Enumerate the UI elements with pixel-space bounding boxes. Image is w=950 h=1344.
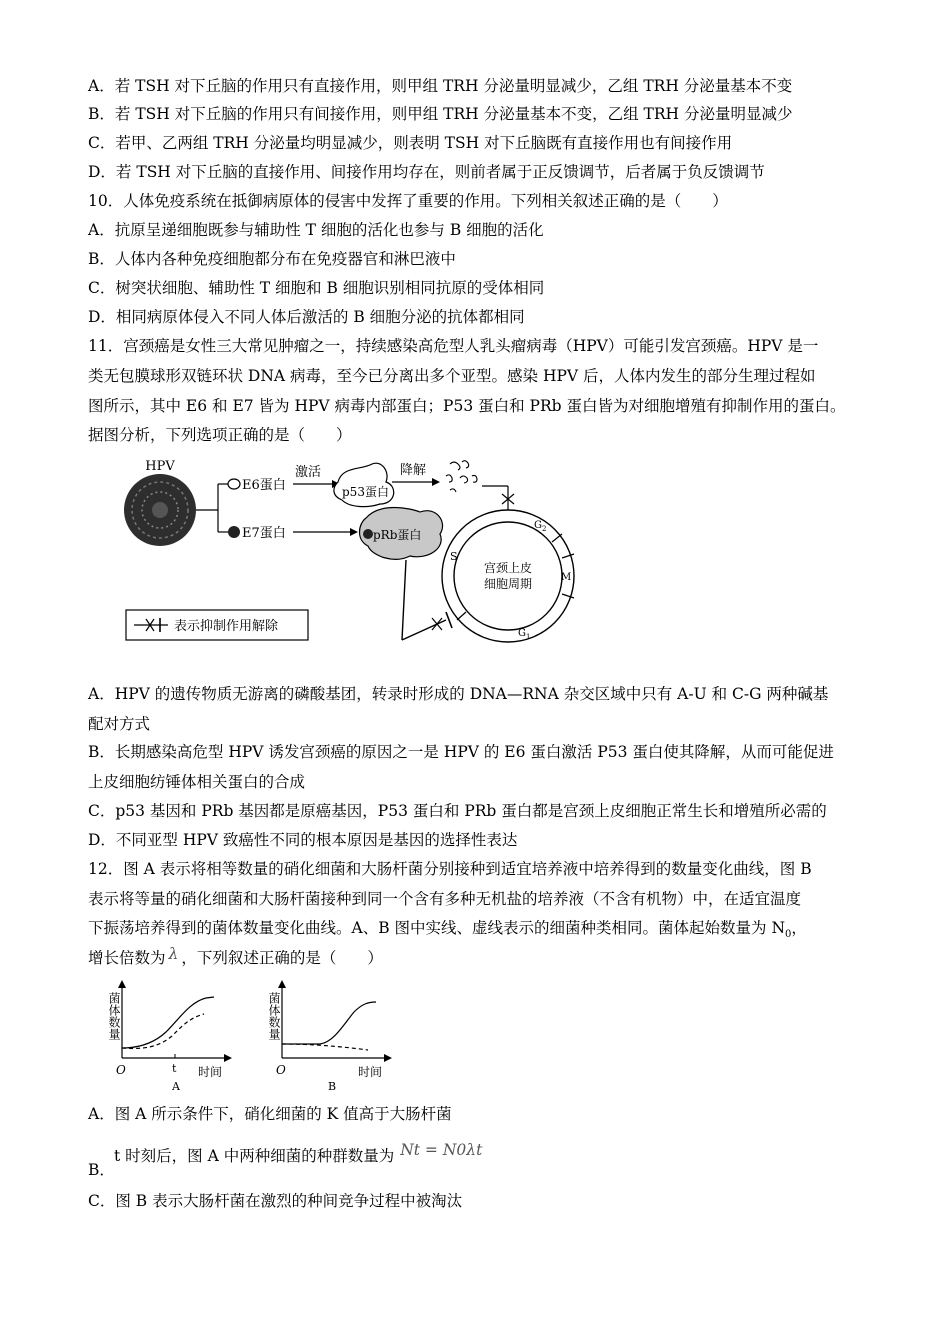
q12-stem-line-1: 12．图 A 表示将相等数量的硝化细菌和大肠杆菌分别接种到适宜培养液中培养得到的数量变化曲线，图 B [88,860,812,878]
e6-protein-icon [228,479,240,489]
graph-a [98,978,248,1096]
q11-option-c: C．p53 基因和 PRb 基因都是原癌基因，P53 蛋白和 PRb 蛋白都是宫颈上皮细胞正常生长和增殖所必需的 [88,802,827,820]
q10-option-b: B．人体内各种免疫细胞都分布在免疫器官和淋巴液中 [88,250,456,268]
phase-g1-label: $G_1$ [518,628,531,641]
graph-a-xlabel: 时间 [198,1065,223,1079]
q11-stem-line-1: 11．宫颈癌是女性三大常见肿瘤之一，持续感染高危型人乳头瘤病毒（HPV）可能引发宫颈癌。HPV 是一 [88,337,819,355]
graph-a-ylabel: 菌体数量 [107,992,121,1040]
cell-cycle-ring [442,510,574,642]
graph-a-name: A [172,1080,180,1093]
q10-option-a: A．抗原呈递细胞既参与辅助性 T 细胞的活化也参与 B 细胞的活化 [88,221,544,239]
graph-a-solid-curve [122,997,214,1048]
q10-stem: 10．人体免疫系统在抵御病原体的侵害中发挥了重要的作用。下列相关叙述正确的是（ ） [88,192,728,210]
graph-b-solid-curve [282,1002,376,1044]
prb-label: pRb蛋白 [373,528,422,542]
q11-option-b-line-2: 上皮细胞纺锤体相关蛋白的合成 [88,773,306,791]
degrade-label: 降解 [400,463,427,478]
q11-stem-line-3: 图所示，其中 E6 和 E7 皆为 HPV 病毒内部蛋白；P53 蛋白和 PRb 蛋白皆为对细胞增殖有抑制作用的蛋白。 [88,397,846,415]
activate-label: 激活 [295,465,322,480]
q11-option-d: D．不同亚型 HPV 致癌性不同的根本原因是基因的选择性表达 [88,831,518,849]
graph-a-dashed-curve [122,1014,204,1049]
graph-a-origin: O [116,1063,126,1077]
phase-g2-label: $G_2$ [534,520,547,533]
cycle-label-line-2: 细胞周期 [483,577,533,591]
graph-b-ylabel: 菌体数量 [267,992,281,1040]
q11-stem-line-2: 类无包膜球形双链环状 DNA 病毒，至今已分离出多个亚型。感染 HPV 后，人体内发生的部分生理过程如 [88,367,816,385]
e7-protein-icon [228,526,240,538]
hpv-diagram [110,452,570,662]
phase-m-label: M [561,572,572,583]
graph-b-origin: O [276,1063,286,1077]
q12-stem-line-3: 下振荡培养得到的菌体数量变化曲线。A、B 图中实线、虚线表示的细菌种类相同。菌体起始数量为 $N_0$， [88,919,807,941]
graph-a-t-tick: t [172,1062,177,1075]
p53-label: p53蛋白 [342,485,389,499]
q12-stem-line-4: 增长倍数为 λ ，下列叙述正确的是（ ） [88,945,383,967]
q9-option-b: B．若 TSH 对下丘脑的作用只有间接作用，则甲组 TRH 分泌量基本不变，乙组 TRH 分泌量明显减少 [88,105,793,123]
q9-option-d: D．若 TSH 对下丘脑的直接作用、间接作用均存在，则前者属于正反馈调节，后者属于负反馈调节 [88,163,765,181]
graph-b-xlabel: 时间 [358,1065,383,1079]
graph-b [258,978,408,1096]
q12-stem-line-2: 表示将等量的硝化细菌和大肠杆菌接种到同一个含有多种无机盐的培养液（不含有机物）中，在适宜温度 [88,890,802,908]
phase-s-label: S [450,550,458,563]
q9-option-a: A．若 TSH 对下丘脑的作用只有直接作用，则甲组 TRH 分泌量明显减少，乙组 TRH 分泌量基本不变 [88,77,793,95]
q9-option-c: C．若甲、乙两组 TRH 分泌量均明显减少，则表明 TSH 对下丘脑既有直接作用也有间接作用 [88,134,733,152]
q11-option-b-line-1: B．长期感染高危型 HPV 诱发宫颈癌的原因之一是 HPV 的 E6 蛋白激活 P53 蛋白使其降解，从而可能促进 [88,743,834,761]
q11-stem-line-4: 据图分析，下列选项正确的是（ ） [88,426,352,444]
q10-option-c: C．树突状细胞、辅助性 T 细胞和 B 细胞识别相同抗原的受体相同 [88,279,545,297]
legend-label: 表示抑制作用解除 [174,619,279,634]
q12-option-b-formula: Nt = N0λt [400,1141,483,1159]
hpv-label: HPV [145,459,175,474]
q11-option-a-line-1: A．HPV 的遗传物质无游离的磷酸基团，转录时形成的 DNA—RNA 杂交区域中只有 A-U 和 C-G 两种碱基 [88,685,829,703]
e6-label: E6蛋白 [242,478,286,493]
q12-option-c: C．图 B 表示大肠杆菌在激烈的种间竞争过程中被淘汰 [88,1192,463,1210]
q12-option-a: A．图 A 所示条件下，硝化细菌的 K 值高于大肠杆菌 [88,1105,452,1123]
q12-option-b-text: t 时刻后，图 A 中两种细菌的种群数量为 Nt = N0λt [114,1141,483,1165]
graph-b-name: B [328,1080,337,1093]
degraded-fragments-icon [446,461,477,492]
q10-option-d: D．相同病原体侵入不同人体后激活的 B 细胞分泌的抗体都相同 [88,308,525,326]
graph-b-dashed-curve [282,1044,368,1050]
q12-option-b-label: B． [88,1161,115,1179]
q11-option-a-line-2: 配对方式 [88,715,151,733]
e7-label: E7蛋白 [242,526,286,541]
cycle-label-line-1: 宫颈上皮 [483,561,533,575]
